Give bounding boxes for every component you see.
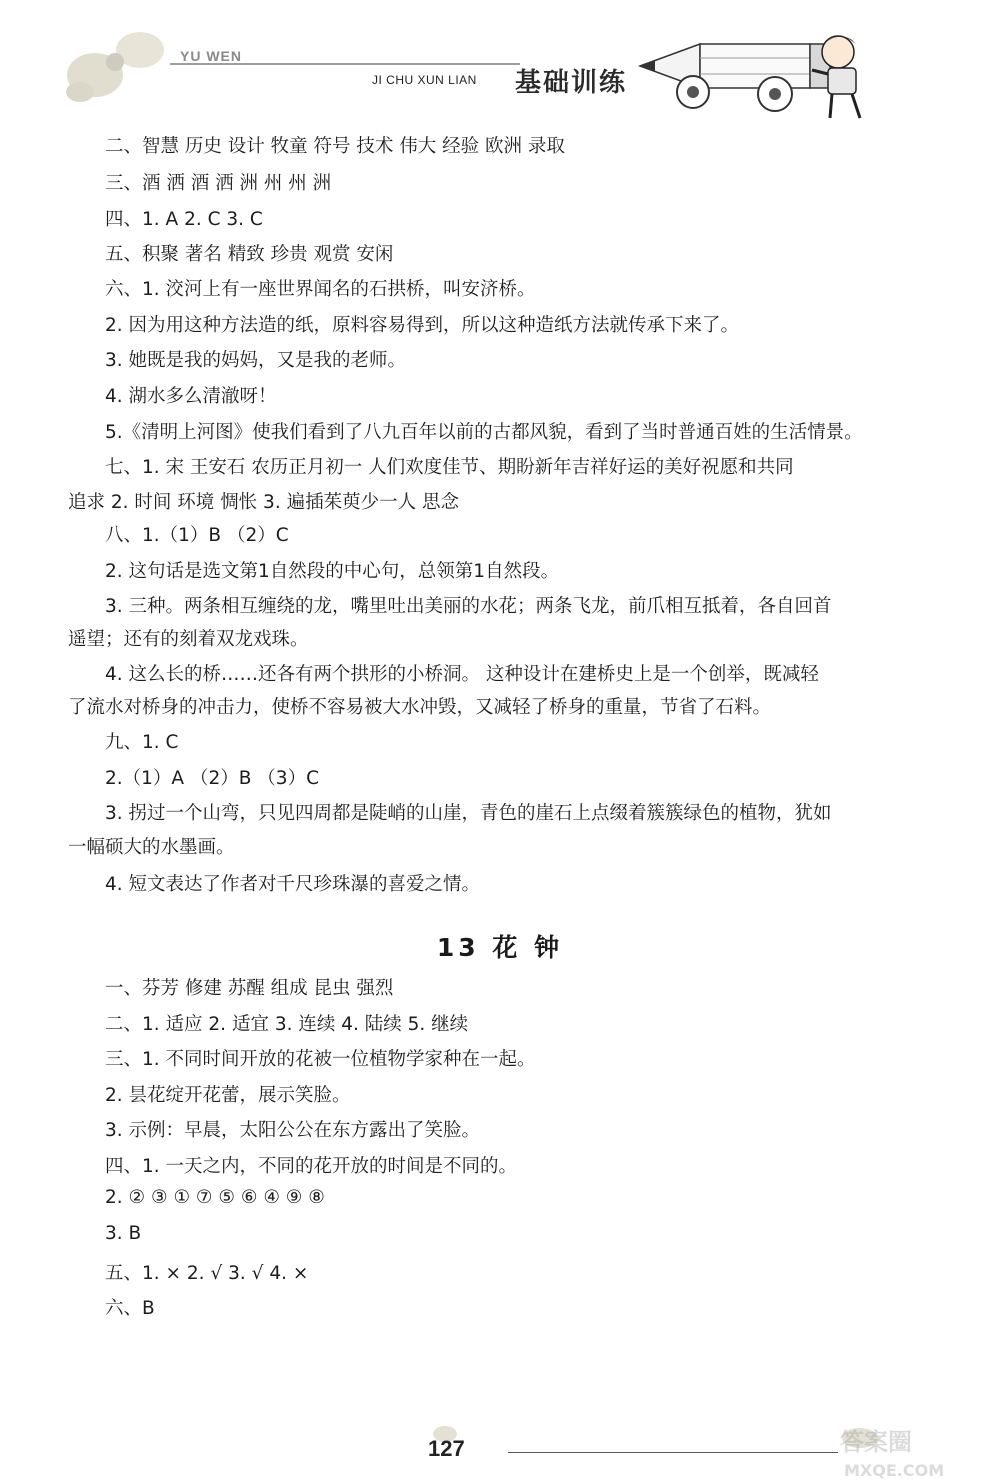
watermark-logo [830, 1420, 990, 1484]
header-yuwen-label: YU WEN [180, 48, 242, 64]
answer-line: 二、智慧 历史 设计 牧童 符号 技术 伟大 经验 欧洲 录取 [105, 136, 565, 157]
answer-line: 2. 昙花绽开花蕾，展示笑脸。 [105, 1085, 351, 1106]
header-decoration [0, 0, 1000, 125]
lesson-title: 13 花 钟 [436, 933, 564, 962]
answer-line: 4. 短文表达了作者对千尺珍珠瀑的喜爱之情。 [105, 874, 481, 895]
svg-text:MXQE.COM: MXQE.COM [844, 1461, 945, 1480]
answer-line: 一幅硕大的水墨画。 [68, 837, 235, 858]
answer-line: 一、芬芳 修建 苏醒 组成 昆虫 强烈 [105, 978, 394, 999]
page-number: 127 [428, 1436, 465, 1461]
svg-text:答案圈: 答案圈 [840, 1428, 912, 1456]
pencil-icon [640, 44, 830, 111]
answer-line: 3. 拐过一个山弯，只见四周都是陡峭的山崖，青色的崖石上点缀着簇簇绿色的植物，犹如 [105, 803, 832, 824]
header-title: 基础训练 [515, 68, 628, 98]
answer-line: 2. 这句话是选文第1自然段的中心句，总领第1自然段。 [105, 561, 560, 582]
answer-line: 3. 示例：早晨，太阳公公在东方露出了笑脸。 [105, 1120, 481, 1141]
answer-line: 七、1. 宋 王安石 农历正月初一 人们欢度佳节、期盼新年吉祥好运的美好祝愿和共同 [105, 457, 794, 478]
answer-line: 六、B [105, 1298, 155, 1319]
answer-line: 2. 因为用这种方法造的纸，原料容易得到，所以这种造纸方法就传承下来了。 [105, 315, 740, 336]
leaf-ornament-icon [66, 32, 164, 102]
answer-line: 遥望；还有的刻着双龙戏珠。 [68, 629, 309, 650]
answer-line: 2.（1）A （2）B （3）C [105, 768, 319, 789]
answer-line: 4. 这么长的桥……还各有两个拱形的小桥洞。 这种设计在建桥史上是一个创举，既减轻 [105, 664, 819, 685]
answer-line: 追求 2. 时间 环境 惆怅 3. 遍插茱萸少一人 思念 [68, 492, 459, 513]
answer-line: 四、1. A 2. C 3. C [105, 209, 263, 230]
footer-rule [508, 1452, 838, 1453]
answer-line: 三、1. 不同时间开放的花被一位植物学家种在一起。 [105, 1049, 536, 1070]
answer-line: 了流水对桥身的冲击力，使桥不容易被大水冲毁，又减轻了桥身的重量，节省了石料。 [68, 697, 772, 718]
header-pinyin-label: JI CHU XUN LIAN [372, 73, 477, 87]
answer-line: 3. 三种。两条相互缠绕的龙，嘴里吐出美丽的水花；两条飞龙，前爪相互抵着，各自回首 [105, 596, 832, 617]
answer-line: 三、酒 洒 酒 洒 洲 州 州 洲 [105, 173, 332, 194]
answer-line: 二、1. 适应 2. 适宜 3. 连续 4. 陆续 5. 继续 [105, 1014, 469, 1035]
answer-line: 六、1. 洨河上有一座世界闻名的石拱桥，叫安济桥。 [105, 279, 536, 300]
answer-line: 九、1. C [105, 732, 179, 753]
answer-line: 八、1.（1）B （2）C [105, 525, 289, 546]
answer-line: 5.《清明上河图》使我们看到了八九百年以前的古都风貌，看到了当时普通百姓的生活情景。 [105, 422, 863, 443]
answer-line: 五、1. × 2. √ 3. √ 4. × [105, 1263, 309, 1284]
answer-line: 4. 湖水多么清澈呀！ [105, 386, 277, 407]
page-footer [0, 1420, 1000, 1484]
answer-line: 3. 她既是我的妈妈，又是我的老师。 [105, 350, 407, 371]
answer-line: 四、1. 一天之内，不同的花开放的时间是不同的。 [105, 1156, 518, 1177]
answer-line: 2. ② ③ ① ⑦ ⑤ ⑥ ④ ⑨ ⑧ [105, 1187, 325, 1208]
answer-line: 3. B [105, 1223, 142, 1244]
page-header [0, 0, 1000, 125]
answer-line: 五、积聚 著名 精致 珍贵 观赏 安闲 [105, 244, 394, 265]
